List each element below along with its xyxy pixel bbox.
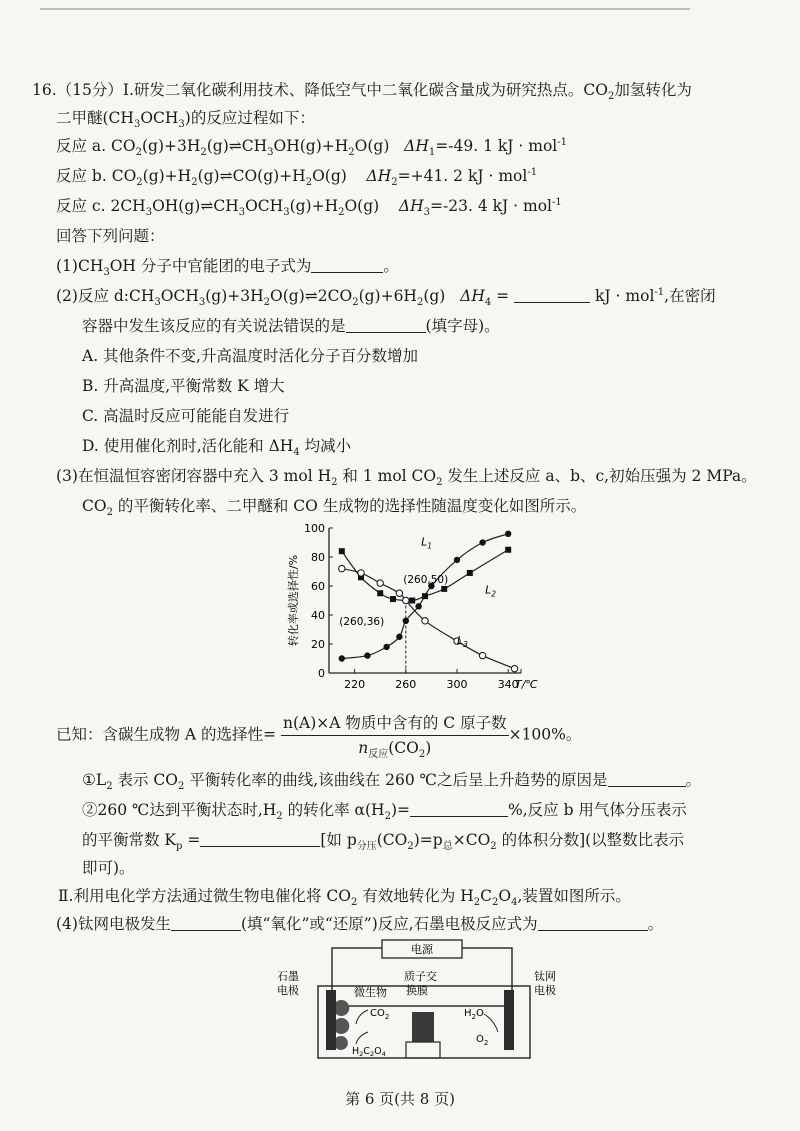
data-point-L1 xyxy=(383,644,389,650)
y-tick-label: 80 xyxy=(311,551,325,564)
membrane-label-2: 换膜 xyxy=(406,984,428,997)
product-arrow xyxy=(356,1032,368,1044)
question-4: (4)钛网电极发生 (填“氧化”或“还原”)反应,石墨电极反应式为 。 xyxy=(56,915,664,933)
data-point-L3 xyxy=(403,597,409,603)
y-tick-label: 40 xyxy=(311,609,325,622)
data-point-L2 xyxy=(377,590,383,596)
answer-prompt: 回答下列问题： xyxy=(56,227,165,245)
data-point-L1 xyxy=(454,557,460,563)
question-3: (3)在恒温恒容密闭容器中充入 3 mol $H_2$ 和 1 mol $CO_2$ 发生上述反应 a、b、c,初始压强为 2 MPa。 xyxy=(56,467,757,489)
question-2: (2)反应 $d:CH_3OCH_3(g)+3H_2O(g)\rightleftharpoons 2CO_2(g)+6H_2(g)$ $\Delta H_4$ = kJ · mol$^{-1}$,在密闭 xyxy=(56,286,716,309)
page-footer: 第 6 页(共 8 页) xyxy=(345,1090,455,1108)
titanium-label-2: 电极 xyxy=(534,984,556,997)
data-point-L2 xyxy=(339,548,345,554)
question-2-line2: 容器中发生该反应的有关说法错误的是 (填字母)。 xyxy=(82,317,500,335)
part-2-intro: Ⅱ.利用电化学方法通过微生物电催化将 $CO_2$ 有效地转化为 $H_2C_2O_4$,装置如图所示。 xyxy=(58,887,631,909)
q16-intro-2: 二甲醚$(CH_3OCH_3)$的反应过程如下： xyxy=(56,109,315,131)
graphite-label-1: 石墨 xyxy=(277,970,299,983)
data-point-L1 xyxy=(479,539,485,545)
y-tick-label: 60 xyxy=(311,580,325,593)
x-tick-label: 260 xyxy=(395,678,417,691)
proton-exchange-membrane xyxy=(412,1012,434,1042)
microbe-icon xyxy=(336,1036,348,1050)
answer-blank-1[interactable] xyxy=(311,258,383,273)
y-tick-label: 100 xyxy=(304,522,325,535)
answer-blank-2[interactable] xyxy=(346,318,426,333)
y-tick-label: 20 xyxy=(311,638,325,651)
data-point-L1 xyxy=(396,634,402,640)
y-tick-label: 0 xyxy=(318,667,325,680)
answer-blank-dh4[interactable] xyxy=(514,288,590,303)
question-1: $(1)CH_3OH$ 分子中官能团的电子式为 。 xyxy=(56,257,399,279)
sub-question-2-line2: 的平衡常数 $K_p$ = [如 $p_{分压}(CO_2)=p_总\times CO_2$ 的体积分数](以整数比表示 xyxy=(82,831,685,853)
sub-question-1: $①L_2$ 表示 $CO_2$ 平衡转化率的曲线,该曲线在 260 ℃之后呈上升趋势的原因是 。 xyxy=(82,771,702,793)
power-label: 电源 xyxy=(411,943,433,956)
option-d: D. 使用催化剂时,活化能和 $\Delta H_4$ 均减小 xyxy=(82,437,352,459)
answer-blank-4[interactable] xyxy=(410,802,508,817)
data-point-L3 xyxy=(479,652,485,658)
o2-label: $O_2$ xyxy=(476,1034,489,1047)
selectivity-definition: 已知：含碳生成物 A 的选择性= $\frac{\text{n(A)×A 物质中含有的 C 原子数}}{n_{反应}(CO_2)}$ ×100%。 xyxy=(56,714,582,761)
x-tick-label: 300 xyxy=(446,678,468,691)
h2c2o4-label: $H_2C_2O_4$ xyxy=(352,1046,386,1058)
option-a: A. 其他条件不变,升高温度时活化分子百分数增加 xyxy=(82,347,418,365)
scan-top-edge xyxy=(40,8,690,10)
data-point-L2 xyxy=(505,547,511,553)
x-tick-label: 220 xyxy=(344,678,366,691)
graphite-label-2: 电极 xyxy=(277,984,299,997)
data-point-L1 xyxy=(364,652,370,658)
microbe-icon xyxy=(336,1018,349,1034)
data-point-L3 xyxy=(422,618,428,624)
co2-label: $CO_2$ xyxy=(370,1008,390,1021)
membrane-label-1: 质子交 xyxy=(404,970,437,983)
data-point-L3 xyxy=(377,580,383,586)
reaction-a: 反应 a. $CO_2(g)+3H_2(g)\rightleftharpoons CH_3OH(g)+H_2O(g)$ $\Delta H_1=-49$. 1 kJ · mol$^{-1}$ xyxy=(56,136,567,159)
titanium-electrode xyxy=(504,990,514,1050)
option-b: B. 升高温度,平衡常数 K 增大 xyxy=(82,377,285,395)
data-point-L2 xyxy=(467,570,473,576)
electrochemical-device xyxy=(272,936,572,1066)
data-point-L3 xyxy=(511,665,517,671)
sub-question-2-line3: 即可)。 xyxy=(82,859,135,877)
answer-blank-6[interactable] xyxy=(538,916,648,931)
h2o-label: $H_2O$ xyxy=(464,1008,484,1021)
answer-blank-5[interactable] xyxy=(171,916,241,931)
data-point-L2 xyxy=(441,586,447,592)
microbe-label: 微生物 xyxy=(354,986,387,999)
question-3-line2: $CO_2$ 的平衡转化率、二甲醚和 CO 生成物的选择性随温度变化如图所示。 xyxy=(82,497,587,519)
option-c: C. 高温时反应可能能自发进行 xyxy=(82,407,290,425)
data-point-L2 xyxy=(409,598,415,604)
data-point-L1 xyxy=(505,531,511,537)
co2-arrow xyxy=(356,1010,368,1024)
annotation-260-50: (260,50) xyxy=(403,574,449,587)
data-point-L2 xyxy=(390,596,396,602)
data-point-L3 xyxy=(396,590,402,596)
answer-blank-3[interactable] xyxy=(608,772,686,787)
y-axis-label: 转化率或选择性/% xyxy=(287,554,300,647)
q16-intro: 16.（15分）Ⅰ.研发二氧化碳利用技术、降低空气中二氧化碳含量成为研究热点。$CO_2$加氢转化为 xyxy=(32,81,692,103)
curve-label-L1: $L_1$ xyxy=(421,535,433,551)
microbe-icon xyxy=(336,1000,349,1016)
x-tick-label: 340 xyxy=(497,678,519,691)
x-axis-label: T/℃ xyxy=(515,678,538,691)
data-point-L3 xyxy=(339,565,345,571)
curve-label-L3: $L_3$ xyxy=(457,634,468,649)
curve-label-L2: $L_2$ xyxy=(485,583,497,599)
titanium-label-1: 钛网 xyxy=(534,970,556,983)
data-point-L3 xyxy=(358,570,364,576)
water-arrow xyxy=(484,1014,498,1032)
conversion-selectivity-chart xyxy=(285,518,545,703)
data-point-L1 xyxy=(415,603,421,609)
data-point-L1 xyxy=(403,618,409,624)
reaction-b: 反应 b. $CO_2(g)+H_2(g)\rightleftharpoons CO(g)+H_2O(g)$ $\Delta H_2=+41$. 2 kJ · mol$^{-1}$ xyxy=(56,166,538,189)
reaction-c: 反应 c. $2CH_3OH(g)\rightleftharpoons CH_3OCH_3(g)+H_2O(g)$ $\Delta H_3=-23$. 4 kJ · mol$^{-1}$ xyxy=(56,196,562,219)
sub-question-2: ②260 ℃达到平衡状态时$,H_2$ 的转化率 $\alpha(H_2)=$ %,反应 b 用气体分压表示 xyxy=(82,801,687,823)
annotation-260-36: (260,36) xyxy=(339,616,385,629)
selectivity-fraction: $\frac{\text{n(A)×A 物质中含有的 C 原子数}}{n_{反应}(CO_2)}$ xyxy=(282,714,507,761)
answer-blank-kp[interactable] xyxy=(200,832,320,847)
data-point-L1 xyxy=(339,655,345,661)
graphite-electrode xyxy=(326,990,336,1050)
data-point-L2 xyxy=(422,593,428,599)
